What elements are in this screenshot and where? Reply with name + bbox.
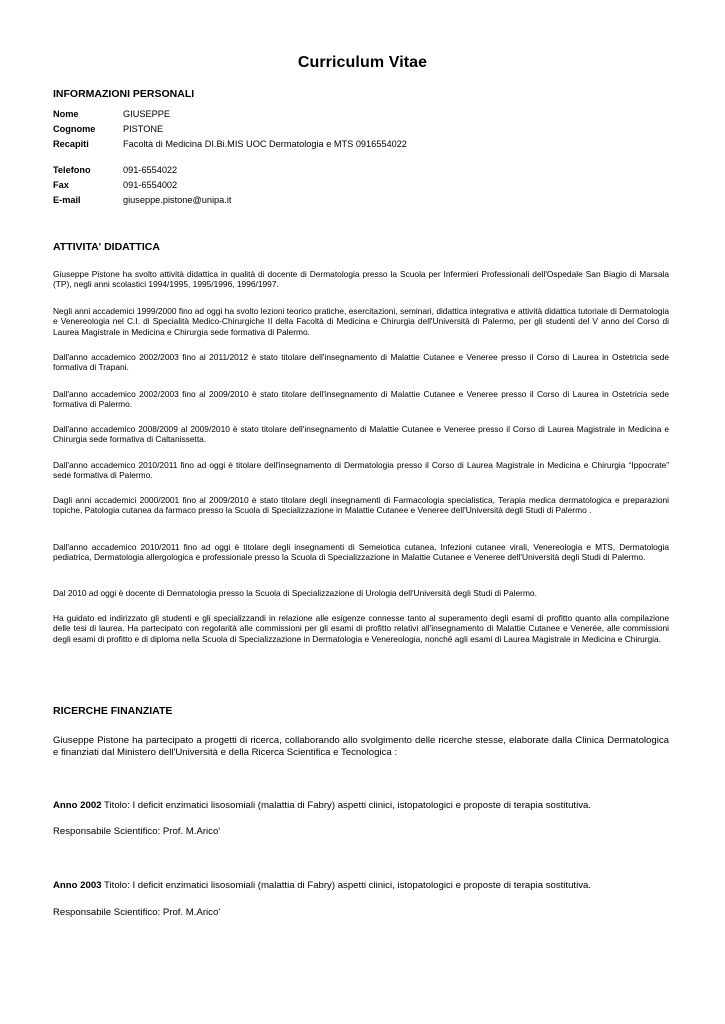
project-responsible: Responsabile Scientifico: Prof. M.Arico' [53,826,221,837]
personal-info-heading: INFORMAZIONI PERSONALI [53,88,195,100]
teaching-paragraph: Dall'anno accademico 2002/2003 fino al 2011/2012 è stato titolare dell'insegnamento di Malattie Cutanee e Veneree presso il Corso di Laurea in Ostetricia sede formativa di Trapani. [53,352,669,373]
field-value: GIUSEPPE [123,109,170,119]
research-project-2002 [53,800,693,811]
project-title: Titolo: I deficit enzimatici lisosomiali (malattia di Fabry) aspetti clinici, istopatologici e proposte di terapia sostitutiva. [101,880,592,891]
field-value: giuseppe.pistone@unipa.it [123,195,232,205]
research-project-2003 [53,880,693,891]
teaching-paragraph: Negli anni accademici 1999/2000 fino ad oggi ha svolto lezioni teorico pratiche, esercitazioni, seminari, didattica integrativa e attività didattica tutoriale di Dermatologia e Venereologia nel C.I. di Specialità Medico-Chirurgiche II della Facoltà di Medicina e Chirurgia dell'Università di Palermo, per gli studenti del V anno del Corso di Laurea Magistrale in Medicina e Chirurgia sede formativa di Palermo. [53,306,669,337]
field-label: Recapiti [53,139,89,149]
teaching-paragraph: Giuseppe Pistone ha svolto attività didattica in qualità di docente di Dermatologia presso la Scuola per Infermieri Professionali dell'Ospedale San Biagio di Marsala (TP), negli anni scolastici 1994/1995, 1995/1996, 1996/1997. [53,269,669,290]
research-heading: RICERCHE FINANZIATE [53,705,173,717]
teaching-paragraph: Dall'anno accademico 2008/2009 al 2009/2010 è stato titolare dell'insegnamento di Malattie Cutanee e Veneree presso il Corso di Laurea Magistrale in Medicina e Chirurgia sede formativa di Caltanissetta. [53,424,669,445]
field-label: E-mail [53,195,81,205]
field-value: Facoltà di Medicina DI.Bi.MIS UOC Dermatologia e MTS 0916554022 [123,139,407,149]
project-year: Anno 2003 [53,880,102,891]
field-label: Fax [53,180,69,190]
teaching-paragraph: Dal 2010 ad oggi è docente di Dermatologia presso la Scuola di Specializzazione di Urologia dell'Università degli Studi di Palermo. [53,588,537,598]
project-year: Anno 2002 [53,800,102,811]
field-label: Nome [53,109,79,119]
field-value: 091-6554002 [123,180,178,190]
project-responsible: Responsabile Scientifico: Prof. M.Arico' [53,907,221,918]
teaching-paragraph: Dall'anno accademico 2002/2003 fino al 2009/2010 è stato titolare dell'insegnamento di Malattie Cutanee e Veneree presso il Corso di Laurea in Ostetricia sede formativa di Palermo. [53,389,669,410]
document-title: Curriculum Vitae [297,54,428,71]
project-title: Titolo: I deficit enzimatici lisosomiali (malattia di Fabry) aspetti clinici, istopatologici e proposte di terapia sostitutiva. [101,800,592,811]
teaching-paragraph: Dall'anno accademico 2010/2011 fino ad oggi è titolare dell'insegnamento di Dermatologia presso il Corso di Laurea Magistrale in Medicina e Chirurgia “Ippocrate” sede formativa di Palermo. [53,460,669,481]
field-value: 091-6554022 [123,165,178,175]
field-value: PISTONE [123,124,164,134]
research-intro: Giuseppe Pistone ha partecipato a progetti di ricerca, collaborando allo svolgimento delle ricerche stesse, elaborate dalla Clinica Dermatologica e finanziati dal Ministero dell'Università e della Ricerca Scientifica e Tecnologica : [53,735,669,758]
teaching-paragraph: Ha guidato ed indirizzato gli studenti e gli specializzandi in relazione alle esigenze connesse tanto al superamento degli esami di profitto quanto alla compilazione delle tesi di laurea. Ha partecipato con regolarità alle commissioni per gli esami di profitto relativi all'insegnamento di Malattie Cutanee e Venerée, alle commissioni degli esami di profitto e di diploma nella Scuola di Specializzazione in Dermatologia e Venereologia, nonché agli esami di Laurea Magistrale in Medicina e Chirurgia. [53,613,669,644]
teaching-paragraph: Dagli anni accademici 2000/2001 fino al 2009/2010 è stato titolare degli insegnamenti di Farmacologia specialistica, Terapia medica dermatologica e preparazioni topiche, Patologia cutanea da farmaco presso la Scuola di Specializzazione in Malattie Cutanee e Veneree dell'Università degli Studi di Palermo . [53,495,669,516]
field-label: Cognome [53,124,96,134]
teaching-heading: ATTIVITA' DIDATTICA [53,241,160,253]
teaching-paragraph: Dall'anno accademico 2010/2011 fino ad oggi è titolare degli insegnamenti di Semeiotica cutanea, Infezioni cutanee virali, Venereologia e MTS, Dermatologia pediatrica, Dermatologia allergologica e professionale presso la Scuola di Specializzazione in Malattie Cutanee e Veneree dell'Università degli Studi di Palermo. [53,542,669,563]
field-label: Telefono [53,165,91,175]
